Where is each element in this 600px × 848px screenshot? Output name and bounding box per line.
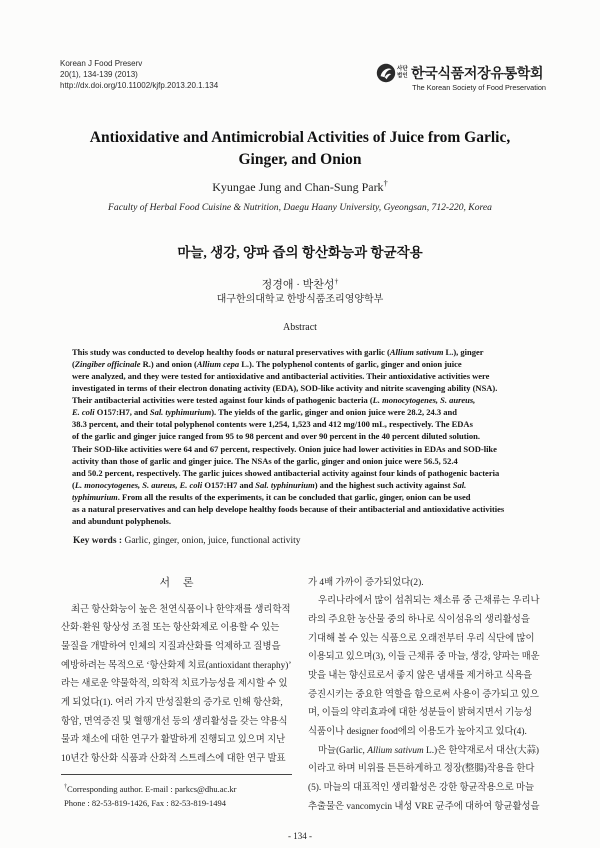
italic-term: L. monocytogenes, S. aureus, bbox=[372, 395, 476, 406]
fit-wrapper: E. coli O157:H7, and Sal. typhimurium). The yields of the garlic, ginger and onion juice were 28.2, 24.3 and bbox=[72, 407, 457, 418]
page-number: - 134 - bbox=[288, 831, 312, 841]
fit-wrapper: 물질을 개발하여 인체의 지질과산화를 억제하고 질병을 bbox=[61, 642, 281, 652]
fit-wrapper: 항암, 면역증진 및 혈행개선 등의 생리활성을 갖는 약용식 bbox=[61, 716, 288, 727]
fit-wrapper: 10년간 항산화 식품과 산화적 스트레스에 대한 연구 발표 bbox=[61, 753, 286, 764]
fit-wrapper: 38.3 percent, and their total polyphenol contents were 1,254, 1,523 and 412 mg/100 mL, respectively. The EDAs bbox=[72, 419, 473, 430]
fit-wrapper: as a natural preservatives and can help develope healthy foods because of their antibacterial and antioxidative activities bbox=[72, 503, 505, 514]
society-name-korean: 한국식품저장유통학회 bbox=[411, 65, 544, 81]
paper-title bbox=[40, 127, 560, 171]
italic-term: Allium sativum bbox=[367, 745, 424, 756]
abstract-line bbox=[72, 430, 530, 442]
abstract-line bbox=[72, 443, 530, 455]
body-text-line bbox=[308, 760, 540, 779]
body-text-line bbox=[308, 592, 540, 611]
fit-wrapper: typhimurium. From all the results of the experiments, it can be concluded that garlic, ginger, onion can be used bbox=[72, 491, 471, 502]
paper-title-line: Antioxidative and Antimicrobial Activities of Juice from Garlic, bbox=[89, 129, 511, 146]
society-emblem-icon bbox=[376, 63, 396, 83]
abstract-line bbox=[72, 394, 530, 406]
abstract-line bbox=[72, 455, 530, 467]
abstract-line: and abundunt polyphenols. bbox=[72, 515, 171, 526]
body-text-line bbox=[61, 657, 292, 676]
italic-term: Allium sativum bbox=[389, 347, 444, 357]
paper-title-line: Ginger, and Onion bbox=[238, 151, 362, 168]
keywords-label: Key words : bbox=[73, 536, 123, 546]
body-text-line bbox=[61, 638, 292, 657]
fit-wrapper: Their antibacterial activities were tested against four kinds of pathogenic bacteria (L. monocytogenes, S. aureus, bbox=[72, 395, 476, 406]
corresponding-author-mark: † bbox=[383, 180, 388, 188]
society-name-english: The Korean Society of Food Preservation bbox=[412, 83, 546, 92]
fit-wrapper: 맛을 내는 향신료로서 좋지 않은 냄새를 제거하고 식욕을 bbox=[308, 670, 533, 681]
korean-author-names: 정경애 · 박찬성 bbox=[261, 279, 335, 291]
fit-wrapper: 라의 주요한 농산물 중의 하나로 식이섬유의 생리활성을 bbox=[308, 615, 530, 625]
italic-term: E. coli bbox=[72, 407, 95, 418]
journal-volume-pages: 20(1), 134-139 (2013) bbox=[60, 70, 138, 79]
fit-wrapper: Their SOD-like activities were 64 and 67 percent, respectively. Onion juice had lower activities in EDAs and SOD-like bbox=[72, 443, 497, 454]
fit-wrapper: 이용되고 있으며(3), 이들 근채류 중 마늘, 생강, 양파는 매운 bbox=[308, 652, 540, 663]
abstract-line bbox=[72, 503, 530, 515]
abstract-body bbox=[72, 346, 530, 527]
fit-wrapper: (L. monocytogenes, S. aureus, E. coli O157:H7 and Sal. typhinurium) and the highest such activity against Sal. bbox=[72, 479, 467, 490]
korean-affiliation: 대구한의대학교 한방식품조리영양학부 bbox=[216, 294, 384, 305]
doi-link: http://dx.doi.org/10.11002/kjfp.2013.20.1.134 bbox=[60, 81, 219, 90]
abstract-heading: Abstract bbox=[283, 322, 317, 333]
footnote-divider bbox=[61, 774, 292, 775]
fit-wrapper: (Zingiber officinale R.) and onion (Allium cepa L.). The polyphenol contents of garlic, ginger and onion juice bbox=[72, 359, 462, 370]
footnote-mark: † bbox=[64, 784, 67, 791]
body-text-line bbox=[308, 611, 540, 630]
fit-wrapper: activity than those of garlic and ginger juice. The NSAs of the garlic, ginger and onion juice were 56.5, 52.4 bbox=[72, 455, 458, 466]
footnote-phone-fax: Phone : 82-53-819-1426, Fax : 82-53-819-1494 bbox=[64, 798, 226, 808]
fit-wrapper: 최근 항산화능이 높은 천연식품이나 한약재를 생리학적 bbox=[71, 604, 291, 615]
abstract-line bbox=[72, 491, 530, 503]
body-text-line: 식품이나 designer food에의 이용도가 높아지고 있다(4). bbox=[308, 726, 527, 737]
body-text-line bbox=[61, 619, 292, 638]
keywords bbox=[73, 534, 531, 548]
fit-wrapper: 추출물은 vancomycin 내성 VRE 균주에 대하여 항균활성을 bbox=[308, 801, 540, 812]
left-column-text bbox=[61, 601, 292, 769]
body-text-line bbox=[308, 686, 540, 705]
fit-wrapper: 물과 채소에 대한 연구가 활발하게 진행되고 있으며 지난 bbox=[61, 735, 286, 746]
author-list bbox=[40, 180, 560, 194]
body-text-line bbox=[308, 798, 540, 817]
abstract-line bbox=[72, 346, 530, 358]
author-affiliation: Faculty of Herbal Food Cuisine & Nutrition, Daegu Haany University, Gyeongsan, 712-220, Korea bbox=[108, 202, 492, 213]
body-text-line bbox=[61, 713, 292, 732]
footnote bbox=[61, 782, 292, 810]
korean-author-list bbox=[40, 277, 560, 293]
abstract-line bbox=[72, 382, 530, 394]
body-text-line bbox=[308, 630, 540, 649]
fit-wrapper: 며, 이들의 약리효과에 대한 성분들이 밝혀지면서 기능성 bbox=[308, 708, 533, 719]
fit-wrapper: were analyzed, and they were tested for antioxidative and antibacterial activities. Their antioxidative activities were bbox=[72, 371, 490, 382]
fit-wrapper: 라는 새로운 약물학적, 의학적 치료가능성을 제시할 수 있 bbox=[61, 679, 288, 690]
keywords-text: Garlic, ginger, onion, juice, functional activity bbox=[124, 536, 301, 546]
italic-term: Allium cepa bbox=[196, 359, 240, 370]
fit-wrapper: This study was conducted to develop healthy foods or natural preservatives with garlic (Allium sativum L.), ginger bbox=[72, 347, 484, 357]
italic-term: Sal. typhimurium bbox=[149, 407, 212, 418]
fit-wrapper: and 50.2 percent, respectively. The garlic juices showed antibacterial activity against four kinds of pathogenic bacteria bbox=[72, 467, 500, 478]
fit-wrapper: 증진시키는 중요한 역할을 함으로써 사용이 증가되고 있으 bbox=[308, 689, 539, 700]
abstract-line bbox=[72, 370, 530, 382]
body-text-line bbox=[61, 601, 292, 620]
journal-name: Korean J Food Preserv bbox=[60, 59, 143, 68]
italic-term: Zingiber officinale bbox=[74, 359, 141, 370]
fit-wrapper: 기대해 볼 수 있는 식품으로 오래전부터 우리 식단에 많이 bbox=[308, 633, 535, 644]
fit-wrapper: (5). 마늘의 대표적인 생리활성은 강한 항균작용으로 마늘 bbox=[308, 782, 535, 793]
body-text-line bbox=[308, 704, 540, 723]
italic-term: Sal. typhinurium bbox=[255, 479, 315, 490]
body-text-line: 가 4배 가까이 증가되었다(2). bbox=[308, 577, 424, 588]
abstract-line bbox=[72, 467, 530, 479]
fit-wrapper: 산화·환원 항상성 조절 또는 항산화제로 이용할 수 있는 bbox=[61, 623, 280, 634]
body-text-line bbox=[308, 742, 540, 761]
fit-wrapper: 예방하려는 목적으로 ‘항산화제 치료(antioxidant theraphy)’ bbox=[61, 660, 292, 671]
italic-term: L. monocytogenes, S. aureus, E. coli bbox=[74, 479, 203, 490]
right-column-text bbox=[308, 574, 540, 817]
body-text-line bbox=[61, 694, 292, 713]
fit-wrapper: 이라고 하며 비위를 튼튼하게하고 정장(整腸)작용을 한다 bbox=[308, 764, 535, 775]
fit-wrapper: investigated in terms of their electron donating activity (EDA), SOD-like activity and nitrite scavenging ability (NSA). bbox=[72, 383, 498, 394]
body-text-line bbox=[308, 667, 540, 686]
abstract-line bbox=[72, 406, 530, 418]
fit-wrapper: 우리나라에서 많이 섭취되는 채소류 중 근채류는 우리나 bbox=[318, 596, 540, 607]
korean-title: 마늘, 생강, 양파 즙의 항산화능과 항균작용 bbox=[177, 245, 423, 260]
fit-wrapper: 마늘(Garlic, Allium sativum L.)은 한약재로서 대산(大蒜) bbox=[318, 745, 540, 756]
footnote-email: Corresponding author. E-mail : parkcs@dhu.ac.kr bbox=[66, 784, 237, 794]
corresponding-author-mark: † bbox=[334, 277, 339, 286]
body-text-line bbox=[61, 750, 292, 769]
fit-wrapper: of the garlic and ginger juice ranged from 95 to 98 percent and over 90 percent in the 40 percent diluted solution. bbox=[72, 431, 481, 442]
italic-term: Sal. bbox=[452, 479, 467, 490]
body-text-line bbox=[61, 731, 292, 750]
society-prefix: 사단법인 bbox=[397, 66, 408, 79]
fit-wrapper: 게 되었다(1). 여러 가지 만성질환의 증가로 인해 항산화, bbox=[61, 697, 283, 708]
abstract-line bbox=[72, 418, 530, 430]
body-text-line bbox=[308, 648, 540, 667]
author-names: Kyungae Jung and Chan-Sung Park bbox=[212, 180, 384, 194]
body-text-line bbox=[61, 675, 292, 694]
abstract-line bbox=[72, 358, 530, 370]
footnote-contact bbox=[64, 782, 292, 796]
body-text-line bbox=[308, 779, 540, 798]
journal-info bbox=[60, 58, 290, 91]
abstract-line bbox=[72, 479, 530, 491]
section-heading-introduction: 서 론 bbox=[159, 577, 194, 589]
society-logo bbox=[370, 58, 550, 94]
italic-term: typhimurium bbox=[72, 491, 118, 502]
